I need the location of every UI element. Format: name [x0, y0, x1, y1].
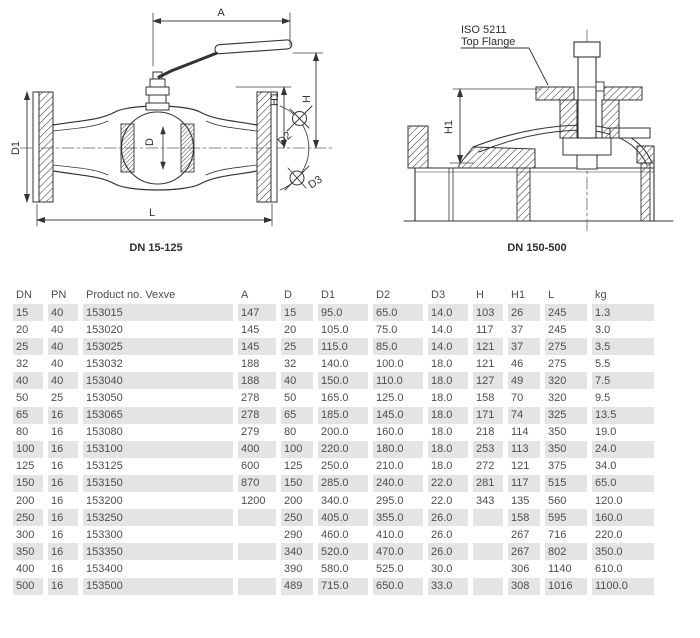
table-cell: 153050 [83, 389, 233, 406]
table-cell: 14.0 [428, 321, 468, 338]
table-cell: 390 [281, 560, 313, 577]
table-cell: 3.0 [592, 321, 654, 338]
table-cell: 580.0 [318, 560, 368, 577]
table-cell: 120.0 [592, 492, 654, 509]
iso-flange-plate-right [604, 87, 642, 100]
table-cell: 121 [473, 355, 503, 372]
table-cell: 600 [238, 458, 276, 475]
column-header: H1 [511, 289, 526, 301]
table-cell: 145.0 [373, 407, 423, 424]
weld-seam-left [517, 168, 530, 221]
dim-label-h1-right: H1 [443, 119, 455, 135]
table-row [13, 372, 654, 389]
table-row [13, 441, 654, 458]
table-cell: 135 [508, 492, 540, 509]
bolt-hole-d3 [285, 166, 309, 190]
table-cell: 7.5 [592, 372, 654, 389]
table-header-row [13, 286, 654, 304]
table-cell: 14.0 [428, 304, 468, 321]
table-cell: 153125 [83, 458, 233, 475]
dim-label-d2: D2 [275, 129, 295, 148]
table-cell: 253 [473, 441, 503, 458]
table-cell: 65.0 [592, 475, 654, 492]
weld-seam-right [641, 163, 650, 221]
table-cell: 520.0 [318, 543, 368, 560]
table-cell: 153040 [83, 372, 233, 389]
table-cell: 74 [508, 407, 540, 424]
table-cell: 325 [545, 407, 587, 424]
table-cell: 153065 [83, 407, 233, 424]
dim-label-h1: H1 [269, 91, 281, 107]
table-cell: 160.0 [373, 424, 423, 441]
table-cell: 26 [508, 304, 540, 321]
table-cell: 25 [13, 338, 43, 355]
table-cell: 160.0 [592, 509, 654, 526]
table-cell: 153032 [83, 355, 233, 372]
table-cell: 18.0 [428, 389, 468, 406]
table-cell: 3.5 [592, 338, 654, 355]
table-cell [473, 526, 503, 543]
table-cell: 340.0 [318, 492, 368, 509]
table-cell: 85.0 [373, 338, 423, 355]
table-cell: 26.0 [428, 509, 468, 526]
table-cell: 40 [48, 355, 78, 372]
table-cell: 145 [238, 338, 276, 355]
stem [146, 72, 169, 110]
table-cell: 15 [281, 304, 313, 321]
table-cell: 375 [545, 458, 587, 475]
table-cell [238, 509, 276, 526]
table-cell: 37 [508, 321, 540, 338]
dim-label-d1: D1 [10, 140, 22, 156]
table-cell: 489 [281, 578, 313, 595]
table-cell: 100.0 [373, 355, 423, 372]
table-cell: 250 [281, 509, 313, 526]
table-cell: 220.0 [592, 526, 654, 543]
table-cell: 200.0 [318, 424, 368, 441]
body-shell [415, 164, 654, 221]
stem-boss [563, 138, 611, 155]
table-cell: 50 [13, 389, 43, 406]
table-cell [238, 526, 276, 543]
table-cell: 343 [473, 492, 503, 509]
table-cell: 350.0 [592, 543, 654, 560]
table-cell [238, 560, 276, 577]
table-cell: 290 [281, 526, 313, 543]
table-cell: 70 [508, 389, 540, 406]
table-cell: 250.0 [318, 458, 368, 475]
table-cell: 285.0 [318, 475, 368, 492]
table-cell: 279 [238, 424, 276, 441]
table-cell: 16 [48, 509, 78, 526]
stem-shaft [574, 42, 604, 138]
table-cell: 140.0 [318, 355, 368, 372]
table-cell: 595 [545, 509, 587, 526]
cover-plate [459, 147, 535, 168]
table-cell [473, 578, 503, 595]
table-cell: 295.0 [373, 492, 423, 509]
column-header: kg [595, 289, 607, 301]
table-cell: 26.0 [428, 543, 468, 560]
right-valve-diagram [404, 24, 673, 254]
table-row [13, 475, 654, 492]
column-header: H [476, 289, 484, 301]
table-cell: 350 [13, 543, 43, 560]
table-cell: 65 [13, 407, 43, 424]
table-cell: 110.0 [373, 372, 423, 389]
table-cell: 80 [281, 424, 313, 441]
table-cell: 16 [48, 526, 78, 543]
valve-drawing-svg [0, 0, 700, 262]
table-cell: 200 [281, 492, 313, 509]
table-cell: 560 [545, 492, 587, 509]
table-cell: 153020 [83, 321, 233, 338]
table-cell [473, 509, 503, 526]
table-cell: 185.0 [318, 407, 368, 424]
table-cell: 470.0 [373, 543, 423, 560]
table-cell: 16 [48, 424, 78, 441]
table-row [13, 424, 654, 441]
table-cell: 100 [281, 441, 313, 458]
stem-housing-left-wall [560, 100, 577, 138]
table-cell: 121 [508, 458, 540, 475]
table-cell: 40 [13, 372, 43, 389]
table-cell: 308 [508, 578, 540, 595]
left-valve-diagram [10, 7, 332, 254]
table-cell: 100 [13, 441, 43, 458]
table-cell: 24.0 [592, 441, 654, 458]
table-cell: 46 [508, 355, 540, 372]
table-row [13, 509, 654, 526]
table-cell: 150.0 [318, 372, 368, 389]
table-cell: 113 [508, 441, 540, 458]
table-cell: 158 [473, 389, 503, 406]
table-cell: 188 [238, 372, 276, 389]
table-cell: 117 [473, 321, 503, 338]
table-cell: 171 [473, 407, 503, 424]
column-header: PN [51, 289, 67, 301]
table-cell: 18.0 [428, 355, 468, 372]
iso-annotation-line1: ISO 5211 [461, 24, 507, 36]
table-cell: 650.0 [373, 578, 423, 595]
table-cell: 26.0 [428, 526, 468, 543]
table-cell: 245 [545, 304, 587, 321]
table-cell: 14.0 [428, 338, 468, 355]
dim-label-l: L [148, 207, 156, 219]
table-cell: 22.0 [428, 475, 468, 492]
table-cell: 22.0 [428, 492, 468, 509]
table-cell: 153350 [83, 543, 233, 560]
table-cell: 16 [48, 475, 78, 492]
table-cell: 105.0 [318, 321, 368, 338]
table-cell: 9.5 [592, 389, 654, 406]
table-cell: 340 [281, 543, 313, 560]
column-header: D [284, 289, 292, 301]
table-cell: 103 [473, 304, 503, 321]
column-header: D2 [376, 289, 391, 301]
table-cell: 515 [545, 475, 587, 492]
table-cell: 153200 [83, 492, 233, 509]
table-cell: 1016 [545, 578, 587, 595]
dim-label-a: A [217, 7, 225, 19]
iso-flange-plate-left [536, 87, 574, 100]
iso-annotation-leader [461, 48, 548, 85]
table-cell: 153150 [83, 475, 233, 492]
table-cell: 278 [238, 389, 276, 406]
table-cell: 802 [545, 543, 587, 560]
table-cell: 121 [473, 338, 503, 355]
table-cell: 33.0 [428, 578, 468, 595]
left-body-flange [408, 126, 428, 168]
spec-table [8, 286, 659, 595]
table-cell: 218 [473, 424, 503, 441]
column-header: D1 [321, 289, 336, 301]
table-cell: 460.0 [318, 526, 368, 543]
table-cell: 18.0 [428, 407, 468, 424]
table-cell: 153400 [83, 560, 233, 577]
valve-drawings [0, 0, 700, 262]
table-cell: 272 [473, 458, 503, 475]
table-cell [238, 543, 276, 560]
table-cell: 40 [281, 372, 313, 389]
table-row [13, 492, 654, 509]
table-cell: 40 [48, 372, 78, 389]
stem-stub [577, 155, 597, 169]
table-cell: 25 [48, 389, 78, 406]
table-cell [473, 543, 503, 560]
table-cell: 50 [281, 389, 313, 406]
table-cell: 40 [48, 338, 78, 355]
table-cell: 153300 [83, 526, 233, 543]
table-row [13, 458, 654, 475]
table-cell: 153025 [83, 338, 233, 355]
table-cell: 210.0 [373, 458, 423, 475]
table-cell: 870 [238, 475, 276, 492]
table-cell: 188 [238, 355, 276, 372]
table-cell: 153250 [83, 509, 233, 526]
table-cell: 306 [508, 560, 540, 577]
table-cell: 18.0 [428, 441, 468, 458]
table-row [13, 338, 654, 355]
table-cell: 250 [13, 509, 43, 526]
table-cell: 240.0 [373, 475, 423, 492]
table-cell: 1100.0 [592, 578, 654, 595]
table-cell: 125 [13, 458, 43, 475]
table-cell: 80 [13, 424, 43, 441]
table-cell: 716 [545, 526, 587, 543]
dimension-a [153, 13, 290, 66]
table-cell: 65 [281, 407, 313, 424]
table-cell: 16 [48, 441, 78, 458]
table-cell: 715.0 [318, 578, 368, 595]
right-flange [257, 92, 277, 202]
column-header: L [548, 289, 555, 301]
table-cell: 49 [508, 372, 540, 389]
table-cell: 145 [238, 321, 276, 338]
table-cell: 150 [13, 475, 43, 492]
table-cell: 1140 [545, 560, 587, 577]
table-cell: 19.0 [592, 424, 654, 441]
table-cell: 355.0 [373, 509, 423, 526]
column-header: A [241, 289, 249, 301]
iso-annotation-line2: Top Flange [461, 36, 516, 48]
table-cell: 16 [48, 560, 78, 577]
table-row [13, 355, 654, 372]
table-cell: 275 [545, 355, 587, 372]
table-cell: 350 [545, 441, 587, 458]
table-cell: 278 [238, 407, 276, 424]
table-cell: 20 [13, 321, 43, 338]
table-cell: 20 [281, 321, 313, 338]
table-cell: 16 [48, 458, 78, 475]
table-cell: 15 [13, 304, 43, 321]
table-cell: 150 [281, 475, 313, 492]
table-cell: 40 [48, 304, 78, 321]
table-cell: 32 [13, 355, 43, 372]
table-cell: 147 [238, 304, 276, 321]
table-row [13, 578, 654, 595]
column-header: D3 [431, 289, 446, 301]
table-cell: 125.0 [373, 389, 423, 406]
table-row [13, 304, 654, 321]
handle [159, 40, 292, 77]
table-cell: 75.0 [373, 321, 423, 338]
table-cell: 125 [281, 458, 313, 475]
table-cell: 158 [508, 509, 540, 526]
table-cell: 65.0 [373, 304, 423, 321]
table-cell: 405.0 [318, 509, 368, 526]
table-cell: 16 [48, 492, 78, 509]
table-cell: 525.0 [373, 560, 423, 577]
table-row [13, 389, 654, 406]
table-cell: 400 [13, 560, 43, 577]
table-cell: 410.0 [373, 526, 423, 543]
table-cell: 153100 [83, 441, 233, 458]
table-cell: 275 [545, 338, 587, 355]
left-flange [33, 92, 53, 202]
table-row [13, 543, 654, 560]
table-cell: 40 [48, 321, 78, 338]
table-cell: 165.0 [318, 389, 368, 406]
left-diagram-caption: DN 15-125 [129, 242, 183, 254]
table-cell: 153015 [83, 304, 233, 321]
table-cell: 5.5 [592, 355, 654, 372]
dim-label-d3: D3 [306, 173, 325, 192]
table-cell: 13.5 [592, 407, 654, 424]
table-cell: 18.0 [428, 458, 468, 475]
table-cell: 127 [473, 372, 503, 389]
spec-table-body [13, 304, 654, 595]
table-cell: 153080 [83, 424, 233, 441]
table-cell: 320 [545, 372, 587, 389]
right-diagram-caption: DN 150-500 [507, 242, 567, 254]
table-cell: 350 [545, 424, 587, 441]
table-cell: 18.0 [428, 372, 468, 389]
table-cell: 18.0 [428, 424, 468, 441]
table-cell: 320 [545, 389, 587, 406]
table-cell: 1200 [238, 492, 276, 509]
table-cell: 115.0 [318, 338, 368, 355]
table-cell: 180.0 [373, 441, 423, 458]
table-row [13, 526, 654, 543]
table-cell: 117 [508, 475, 540, 492]
table-cell: 267 [508, 543, 540, 560]
table-cell: 30.0 [428, 560, 468, 577]
table-cell: 34.0 [592, 458, 654, 475]
table-cell: 610.0 [592, 560, 654, 577]
seat-ring-left [121, 124, 134, 172]
table-cell: 37 [508, 338, 540, 355]
table-cell: 153500 [83, 578, 233, 595]
table-cell: 300 [13, 526, 43, 543]
table-cell: 245 [545, 321, 587, 338]
dim-label-h: H [301, 95, 313, 103]
bolt-hole-d2 [287, 106, 312, 131]
table-cell [238, 578, 276, 595]
table-cell: 25 [281, 338, 313, 355]
dim-label-d: D [144, 138, 156, 146]
table-row [13, 321, 654, 338]
table-cell: 1.3 [592, 304, 654, 321]
table-cell: 267 [508, 526, 540, 543]
table-cell: 16 [48, 578, 78, 595]
column-header: DN [16, 289, 32, 301]
table-cell: 16 [48, 407, 78, 424]
table-cell: 500 [13, 578, 43, 595]
seat-ring-right [181, 124, 194, 172]
table-cell: 32 [281, 355, 313, 372]
table-cell: 95.0 [318, 304, 368, 321]
table-cell: 200 [13, 492, 43, 509]
table-cell [473, 560, 503, 577]
table-row [13, 560, 654, 577]
table-cell: 220.0 [318, 441, 368, 458]
column-header: Product no. Vexve [86, 289, 176, 301]
table-cell: 16 [48, 543, 78, 560]
table-cell: 281 [473, 475, 503, 492]
table-row [13, 407, 654, 424]
table-cell: 114 [508, 424, 540, 441]
stem-housing-right-wall [602, 100, 619, 138]
right-support-block [637, 146, 654, 163]
table-cell: 400 [238, 441, 276, 458]
